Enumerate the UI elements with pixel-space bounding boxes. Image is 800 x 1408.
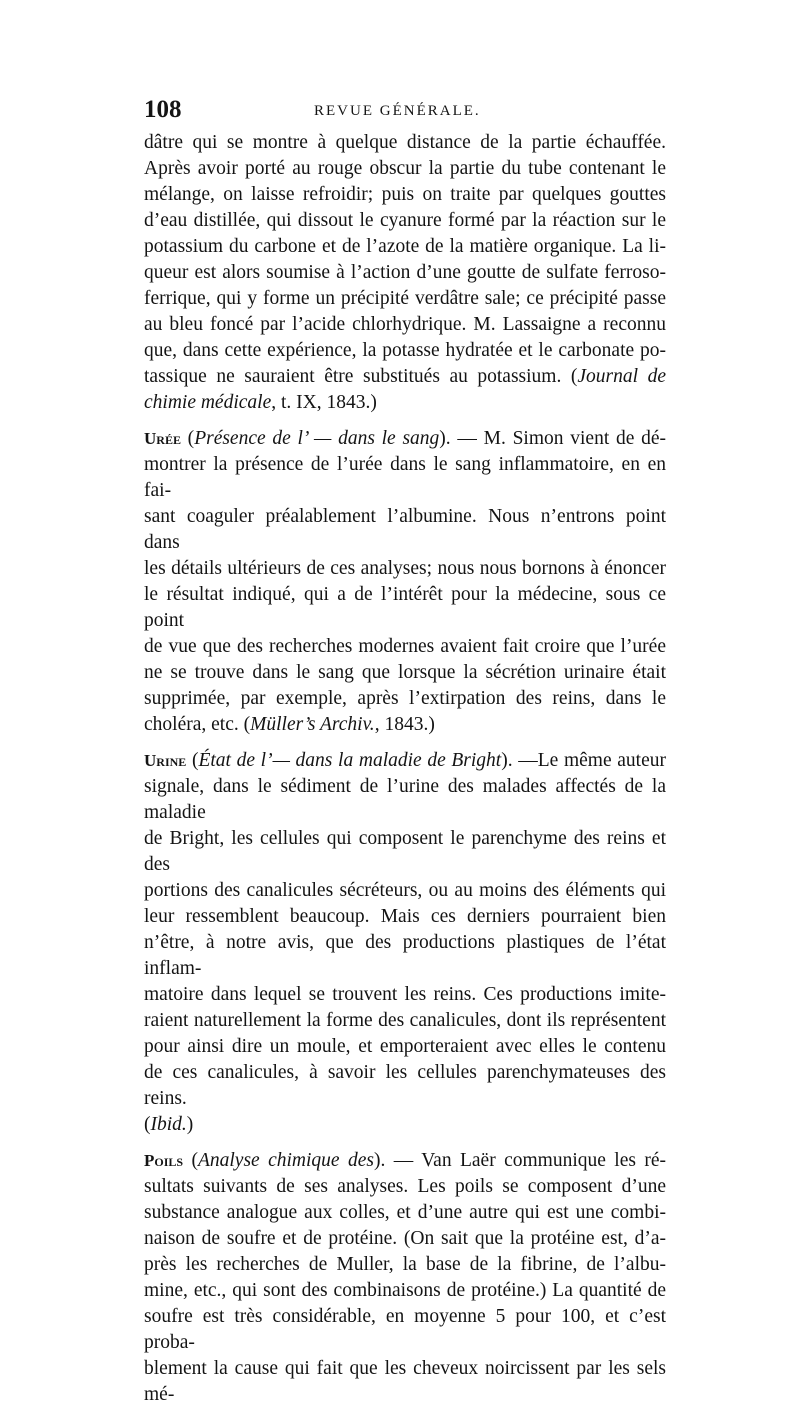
page-number: 108 (144, 96, 182, 123)
text-line: raient naturellement la forme des canalicules, dont ils représentent (144, 1010, 666, 1031)
text-line (144, 364, 666, 390)
text-line: potassium du carbone et de l’azote de la matière organique. La li- (144, 236, 666, 257)
text-line: leur ressemblent beaucoup. Mais ces derniers pourraient bien (144, 906, 666, 927)
entry-heading: Poils (144, 1151, 184, 1170)
text-body (144, 130, 666, 1408)
text-line (144, 390, 666, 416)
citation-title: Müller’s Archiv. (250, 714, 375, 735)
text-line: le résultat indiqué, qui a de l’intérêt pour la médecine, sous ce point (144, 584, 666, 631)
text-run: choléra, etc. ( (144, 714, 251, 735)
citation-title: Ibid. (150, 1114, 187, 1135)
text-run: ). — M. Simon vient de dé- (439, 428, 667, 449)
text-line: n’être, à notre avis, que des productions plastiques de l’état inflam- (144, 932, 666, 979)
entry-subheading: Analyse chimique des (197, 1150, 374, 1171)
text-line: de ces canalicules, à savoir les cellules parenchymateuses des reins. (144, 1062, 666, 1109)
entry-heading: Urée (144, 429, 181, 448)
text-line: que, dans cette expérience, la potasse hydratée et le carbonate po- (144, 340, 666, 361)
text-line: montrer la présence de l’urée dans le sang inflammatoire, en en fai- (144, 454, 666, 501)
citation-title: Journal de (577, 366, 666, 387)
text-line: Urine (État de l’— dans la maladie de Bright). —Le même auteur (144, 750, 666, 771)
text-line: mélange, on laisse refroidir; puis on traite par quelques gouttes (144, 184, 666, 205)
citation-details: , 1843.) (374, 714, 435, 735)
text-run: tassique ne sauraient être substitués au potassium. ( (144, 366, 578, 387)
text-line: d’eau distillée, qui dissout le cyanure formé par la réaction sur le (144, 210, 666, 231)
text-line: près les recherches de Muller, la base de la fibrine, de l’albu- (144, 1254, 666, 1275)
text-line: de vue que des recherches modernes avaient fait croire que l’urée (144, 636, 666, 657)
text-line: soufre est très considérable, en moyenne 5 pour 100, et c’est proba- (144, 1306, 666, 1353)
text-line: au bleu foncé par l’acide chlorhydrique. M. Lassaigne a reconnu (144, 314, 666, 335)
text-line: sultats suivants de ses analyses. Les poils se composent d’une (144, 1176, 666, 1197)
text-line: (Ibid.) (144, 1114, 194, 1135)
text-line: Urée (Présence de l’ — dans le sang). — M. Simon vient de dé- (144, 428, 667, 449)
entry-subheading: Présence de l’ — dans le sang (194, 428, 440, 449)
paragraph-poils (144, 1148, 666, 1408)
citation-details: , t. IX, 1843.) (271, 392, 377, 413)
text-line: ferrique, qui y forme un précipité verdâtre sale; ce précipité passe (144, 288, 666, 309)
text-line: substance analogue aux colles, et d’une autre qui est une combi- (144, 1202, 666, 1223)
paragraph-uree (144, 426, 666, 738)
text-line: matoire dans lequel se trouvent les reins. Ces productions imite- (144, 984, 666, 1005)
entry-heading: Urine (144, 751, 187, 770)
entry-subheading: État de l’— dans la maladie de Bright (198, 750, 502, 771)
text-line: ne se trouve dans le sang que lorsque la sécrétion urinaire était (144, 662, 666, 683)
citation-title: chimie médicale (144, 392, 272, 413)
paragraph-cyanide-test (144, 130, 666, 416)
text-line: pour ainsi dire un moule, et emporteraient avec elles le contenu (144, 1036, 666, 1057)
text-line: sant coaguler préalablement l’albumine. Nous n’entrons point dans (144, 506, 666, 553)
text-line: dâtre qui se montre à quelque distance de la partie échauffée. (144, 132, 666, 153)
text-line: blement la cause qui fait que les cheveux noircissent par les sels mé- (144, 1358, 666, 1405)
text-line: supprimée, par exemple, après l’extirpation des reins, dans le (144, 688, 666, 709)
text-line: Après avoir porté au rouge obscur la partie du tube contenant le (144, 158, 666, 179)
paragraph-urine (144, 748, 666, 1138)
text-line: de Bright, les cellules qui composent le parenchyme des reins et des (144, 828, 666, 875)
text-run: ). — Van Laër communique les ré- (373, 1150, 666, 1171)
running-header (144, 96, 666, 128)
text-line: queur est alors soumise à l’action d’une goutte de sulfate ferroso- (144, 262, 666, 283)
text-line: les détails ultérieurs de ces analyses; nous nous bornons à énoncer (144, 558, 666, 579)
text-line: naison de soufre et de protéine. (On sait que la protéine est, d’a- (144, 1228, 666, 1249)
text-line (144, 712, 666, 738)
text-run: ). —Le même auteur (501, 750, 666, 771)
text-line: mine, etc., qui sont des combinaisons de protéine.) La quantité de (144, 1280, 666, 1301)
running-title: REVUE GÉNÉRALE. (314, 103, 481, 119)
text-line: signale, dans le sédiment de l’urine des malades affectés de la maladie (144, 776, 666, 823)
text-line: Poils (Analyse chimique des). — Van Laër communique les ré- (144, 1150, 666, 1171)
text-line: portions des canalicules sécréteurs, ou au moins des éléments qui (144, 880, 666, 901)
